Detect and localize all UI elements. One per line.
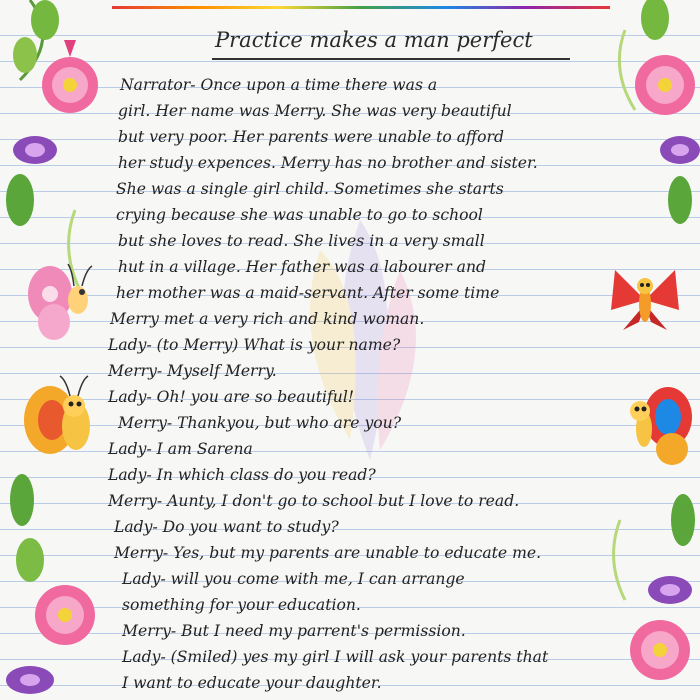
text-line: Lady- (to Merry) What is your name?: [108, 336, 401, 354]
text-line: Narrator- Once upon a time there was a: [120, 76, 438, 94]
text-line: Merry- Yes, but my parents are unable to educate me.: [114, 544, 542, 562]
text-line: Merry- Myself Merry.: [108, 362, 277, 380]
butterfly-icon: [28, 264, 92, 340]
text-line: her mother was a maid-servant. After some time: [116, 284, 500, 302]
page-title: Practice makes a man perfect: [215, 28, 533, 52]
text-line: crying because she was unable to go to school: [116, 206, 483, 224]
text-line: girl. Her name was Merry. She was very beautiful: [118, 102, 512, 120]
story-text: [108, 72, 648, 696]
butterfly-icon: [24, 376, 90, 454]
text-line: Merry- But I need my parrent's permission.: [122, 622, 466, 640]
text-line: Lady- (Smiled) yes my girl I will ask your parents that: [122, 648, 549, 666]
text-line: I want to educate your daughter.: [122, 674, 382, 692]
text-line: Merry met a very rich and kind woman.: [110, 310, 425, 328]
flower-icon: [13, 136, 57, 164]
text-line: but very poor. Her parents were unable to afford: [118, 128, 504, 146]
text-line: something for your education.: [122, 596, 361, 614]
left-flower-border: [0, 0, 110, 700]
text-line: Lady- In which class do you read?: [108, 466, 376, 484]
text-line: Merry- Thankyou, but who are you?: [118, 414, 402, 432]
text-line: Lady- Oh! you are so beautiful!: [108, 388, 355, 406]
text-line: hut in a village. Her father was a labourer and: [118, 258, 486, 276]
text-line: Merry- Aunty, I don't go to school but I love to read.: [108, 492, 520, 510]
text-line: but she loves to read. She lives in a very small: [118, 232, 485, 250]
flower-icon: [648, 576, 692, 604]
text-line: She was a single girl child. Sometimes she starts: [116, 180, 504, 198]
flower-icon: [42, 40, 98, 113]
flower-icon: [35, 585, 95, 645]
text-line: her study expences. Merry has no brother and sister.: [118, 154, 538, 172]
flower-icon: [660, 136, 700, 164]
title-underline: [212, 58, 570, 60]
leaf-icon: [10, 474, 44, 582]
text-line: Lady- Do you want to study?: [114, 518, 339, 536]
text-line: Lady- I am Sarena: [108, 440, 253, 458]
text-line: Lady- will you come with me, I can arrange: [122, 570, 465, 588]
leaf-icon: [668, 176, 692, 224]
flower-icon: [6, 666, 54, 694]
rainbow-header-line: [112, 6, 610, 9]
